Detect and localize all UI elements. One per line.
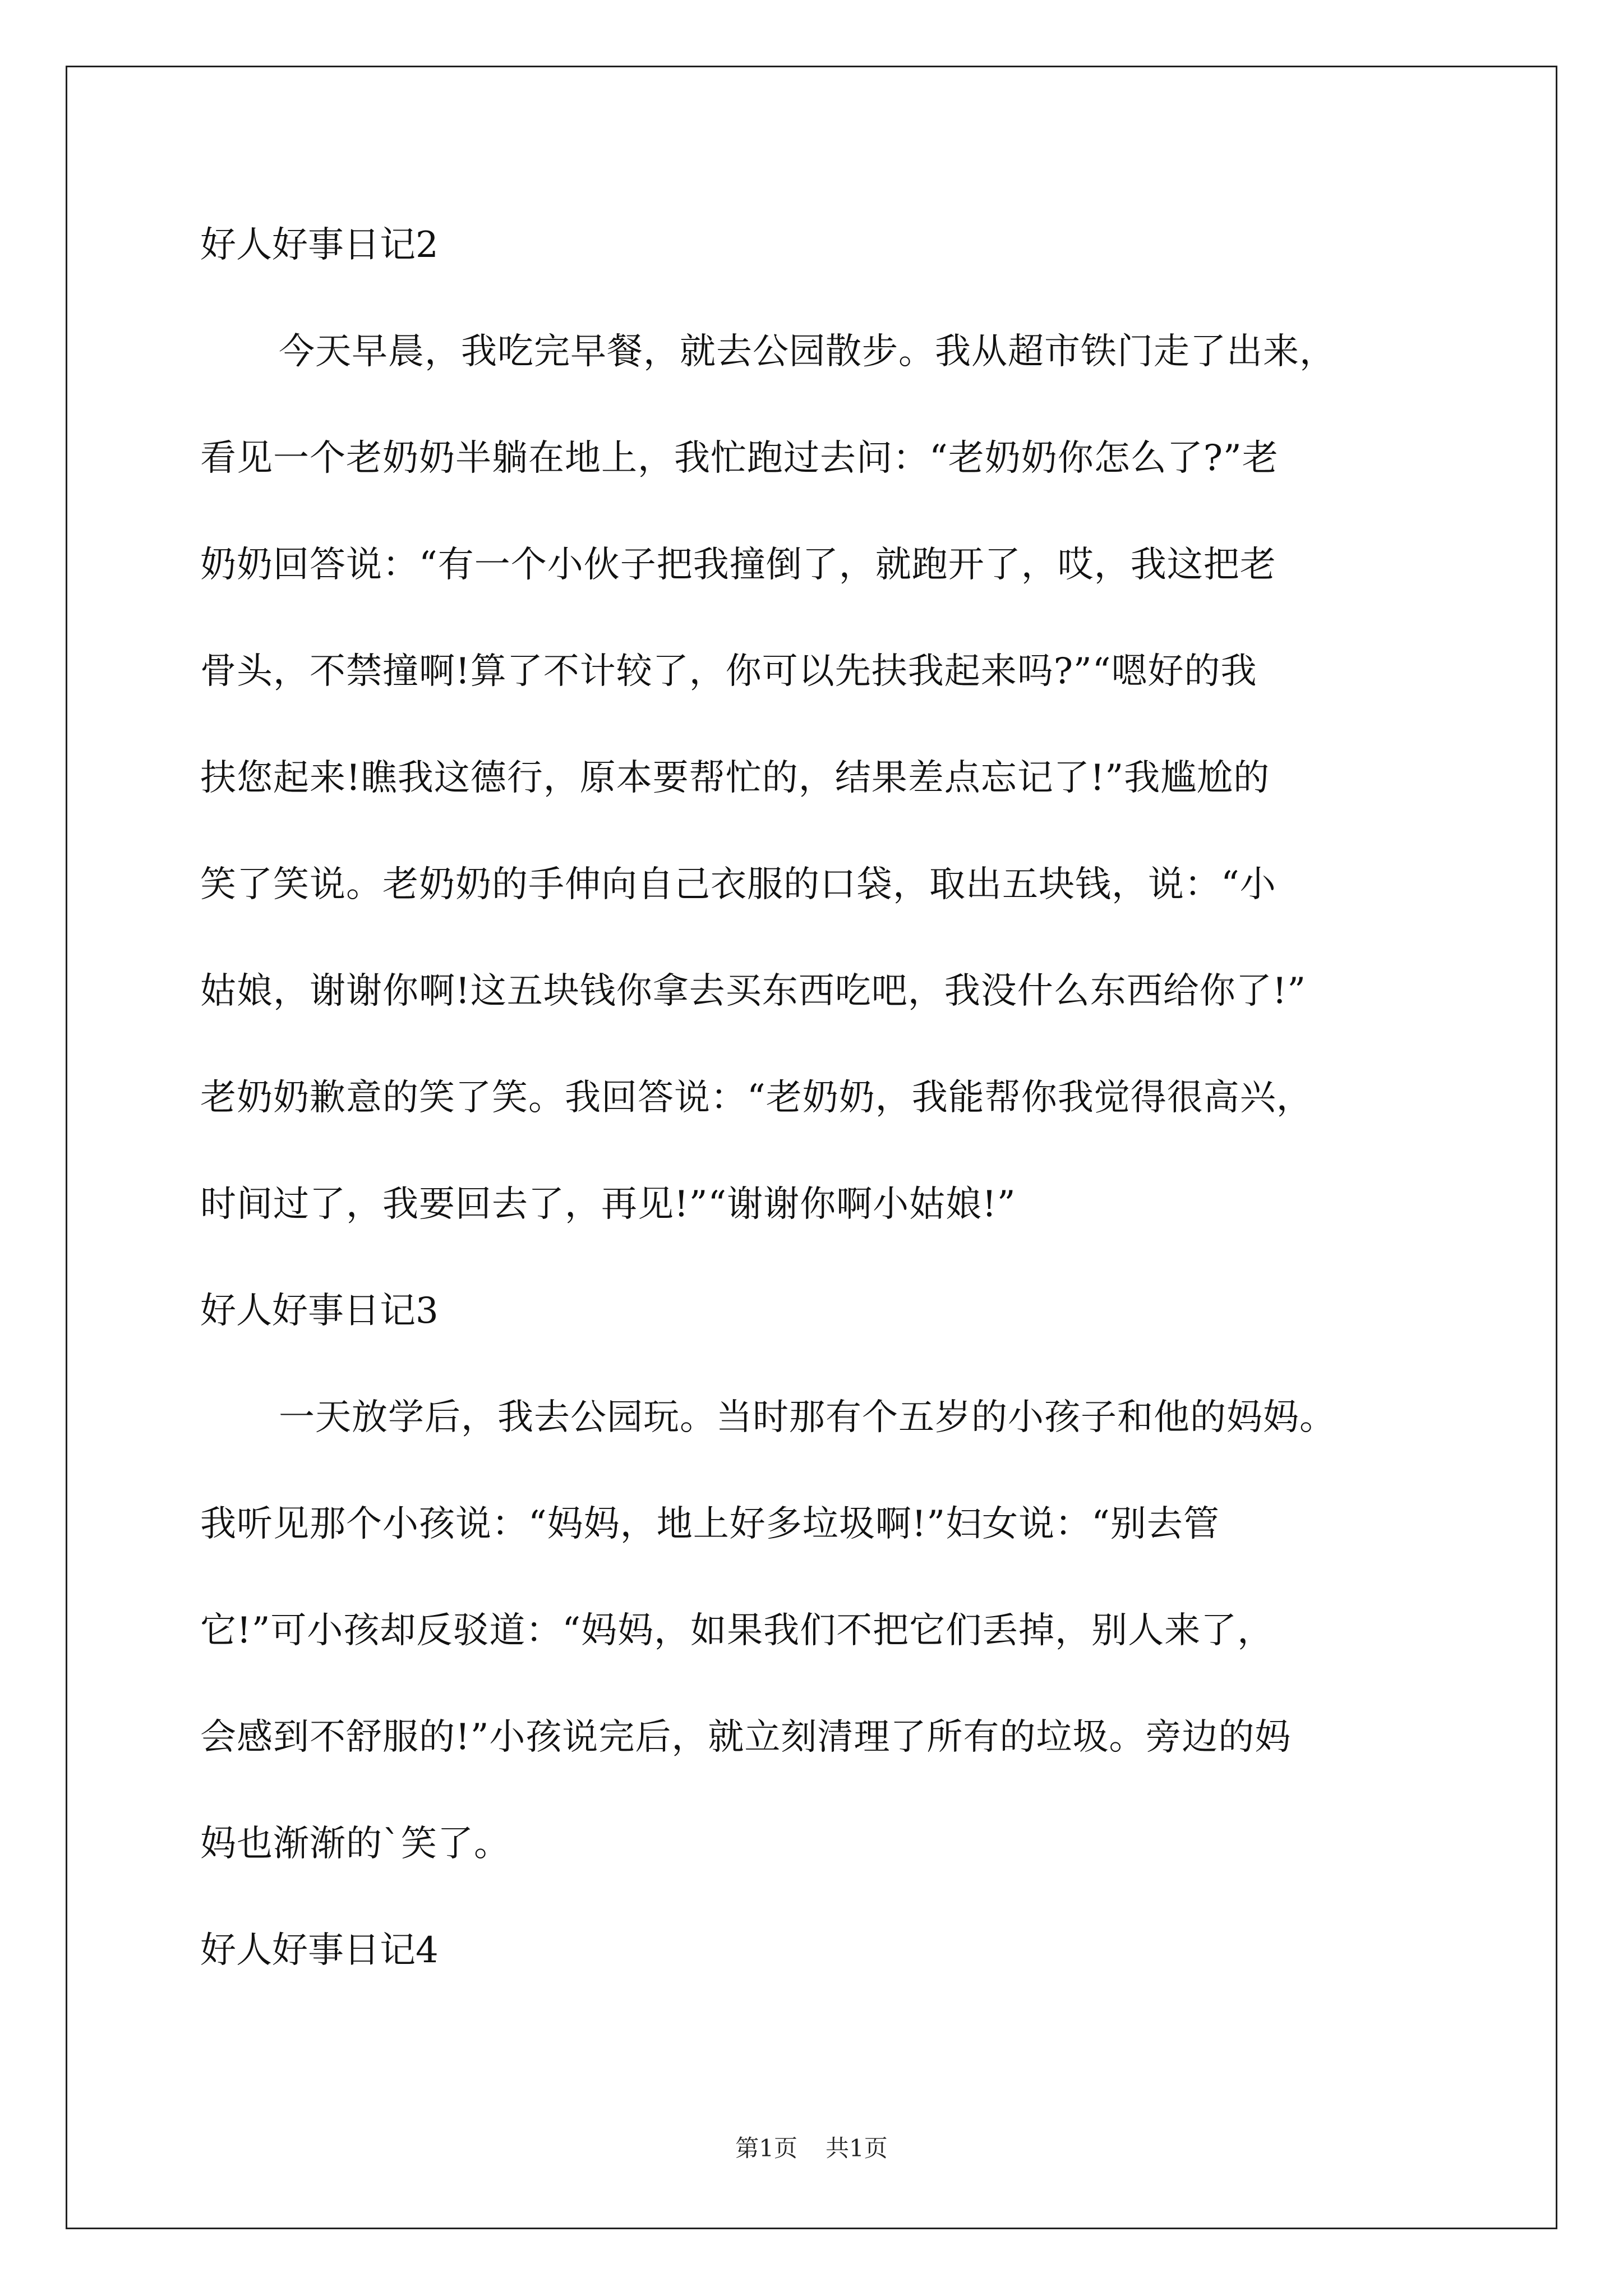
section-heading: 好人好事日记3 (200, 1290, 439, 1332)
section-heading: 好人好事日记2 (200, 224, 439, 266)
paragraph-line: 会感到不舒服的!”小孩说完后，就立刻清理了所有的垃圾。旁边的妈 (200, 1717, 1292, 1758)
paragraph-line: 妈也渐渐的`笑了。 (200, 1823, 510, 1865)
paragraph-line: 姑娘，谢谢你啊!这五块钱你拿去买东西吃吧，我没什么东西给你了!” (200, 970, 1307, 1012)
paragraph-line: 骨头，不禁撞啊!算了不计较了，你可以先扶我起来吗?”“嗯好的我 (200, 651, 1257, 692)
paragraph-line: 老奶奶歉意的笑了笑。我回答说：“老奶奶，我能帮你我觉得很高兴， (200, 1077, 1313, 1119)
paragraph-line: 笑了笑说。老奶奶的手伸向自己衣服的口袋，取出五块钱，说：“小 (200, 864, 1276, 905)
paragraph-line: 扶您起来!瞧我这德行，原本要帮忙的，结果差点忘记了!”我尴尬的 (200, 757, 1270, 799)
paragraph-line: 它!”可小孩却反驳道：“妈妈，如果我们不把它们丢掉，别人来了， (200, 1610, 1274, 1651)
paragraph-line: 我听见那个小孩说：“妈妈，地上好多垃圾啊!”妇女说：“别去管 (200, 1503, 1220, 1545)
paragraph-line: 今天早晨，我吃完早餐，就去公园散步。我从超市铁门走了出来， (279, 331, 1336, 372)
paragraph-line: 看见一个老奶奶半躺在地上，我忙跑过去问：“老奶奶你怎么了?”老 (200, 438, 1279, 479)
page-number-current: 第1页 (735, 2134, 797, 2162)
page-border (66, 66, 1557, 2229)
paragraph-line: 时间过了，我要回去了，再见!”“谢谢你啊小姑娘!” (200, 1184, 1016, 1225)
paragraph-line: 一天放学后，我去公园玩。当时那有个五岁的小孩子和他的妈妈。 (279, 1397, 1336, 1438)
section-heading: 好人好事日记4 (200, 1930, 439, 1971)
paragraph-line: 奶奶回答说：“有一个小伙子把我撞倒了，就跑开了，哎，我这把老 (200, 544, 1276, 586)
page-number-total: 共1页 (826, 2134, 888, 2162)
page-footer (0, 2132, 1623, 2165)
